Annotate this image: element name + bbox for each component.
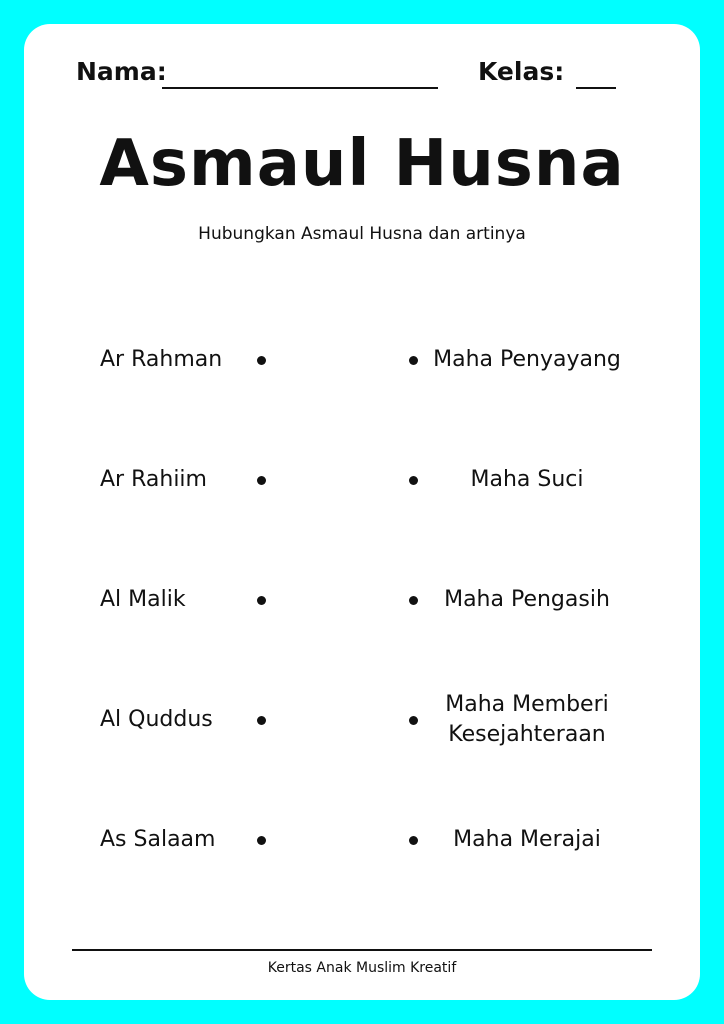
worksheet-title: Asmaul Husna	[99, 127, 625, 201]
student-info-row	[76, 58, 656, 98]
meaning-term: Maha Merajai	[453, 827, 601, 852]
class-label: Kelas:	[478, 57, 565, 86]
match-row	[24, 330, 700, 390]
match-row	[24, 690, 700, 750]
right-match-dot[interactable]	[409, 596, 418, 605]
footer-credit: Kertas Anak Muslim Kreatif	[267, 960, 457, 976]
asmaul-husna-term: Al Malik	[100, 587, 186, 612]
left-match-dot[interactable]	[257, 596, 266, 605]
meaning-term: Maha Penyayang	[433, 347, 621, 372]
match-row	[24, 810, 700, 870]
meaning-term: Maha Pengasih	[444, 587, 610, 612]
left-match-dot[interactable]	[257, 476, 266, 485]
left-match-dot[interactable]	[257, 356, 266, 365]
right-match-dot[interactable]	[409, 836, 418, 845]
right-match-dot[interactable]	[409, 356, 418, 365]
meaning-term: Maha Memberi Kesejahteraan	[445, 692, 609, 747]
left-match-dot[interactable]	[257, 836, 266, 845]
class-blank-line	[576, 87, 616, 89]
asmaul-husna-term: Al Quddus	[100, 707, 213, 732]
asmaul-husna-term: As Salaam	[100, 827, 216, 852]
right-match-dot[interactable]	[409, 716, 418, 725]
worksheet-instruction: Hubungkan Asmaul Husna dan artinya	[198, 224, 526, 244]
name-label: Nama:	[76, 57, 167, 86]
name-blank-line	[162, 87, 438, 89]
right-match-dot[interactable]	[409, 476, 418, 485]
worksheet-page	[24, 24, 700, 1000]
footer-divider	[72, 949, 652, 951]
match-row	[24, 450, 700, 510]
match-row	[24, 570, 700, 630]
asmaul-husna-term: Ar Rahiim	[100, 467, 207, 492]
left-match-dot[interactable]	[257, 716, 266, 725]
asmaul-husna-term: Ar Rahman	[100, 347, 223, 372]
meaning-term: Maha Suci	[470, 467, 584, 492]
